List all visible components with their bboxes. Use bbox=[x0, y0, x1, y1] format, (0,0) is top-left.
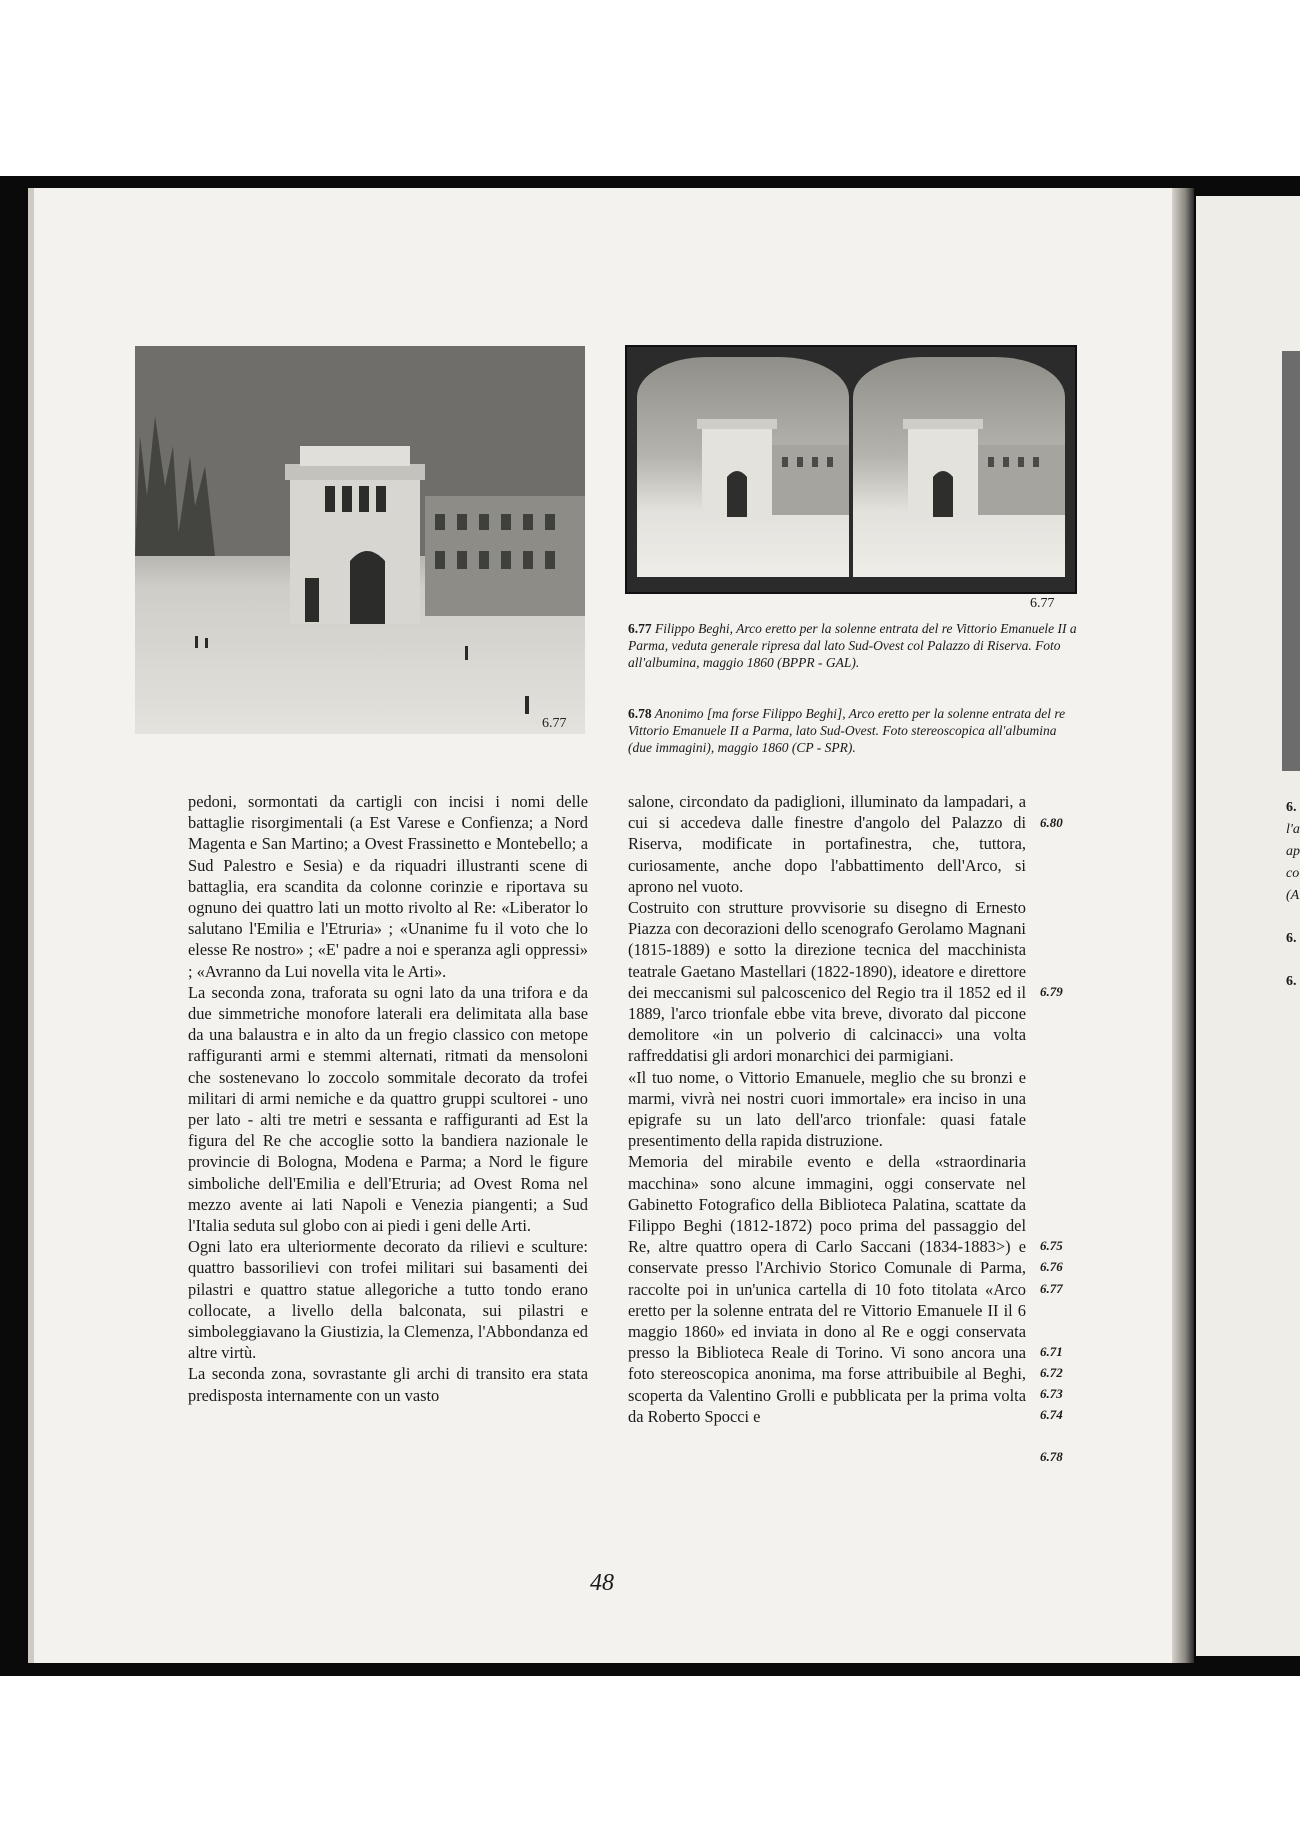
paragraph: La seconda zona, traforata su ogni lato da una trifora e da due simmetriche monofore laterali era delimitata alla base da una balaustra e in alto da un fregio classico con metope raffiguranti armi e stemmi alternati, ritmati da mensoloni che sostenevano lo zoccolo sommitale decorato da trofei militari di armi nemiche e da quattro gruppi scultorei - uno per lato - alti tre metri e sessanta e raffiguranti ad Est la figura del Re che accoglie sotto la bandiera nazionale le provincie di Bologna, Modena e Parma; a Nord le figure simboliche dell'Emilia e dell'Etruria; ad Ovest Roma nel mezzo avente ai lati Napoli e Venezia piangenti; a Sud l'Italia seduta sul globo con ai piedi i geni delle Arti. bbox=[188, 982, 588, 1236]
margin-ref: 6.71 bbox=[1040, 1344, 1063, 1359]
margin-ref: 6.80 bbox=[1040, 815, 1063, 830]
stereo-image-right bbox=[853, 357, 1065, 577]
right-photo-label: 6.77 bbox=[1030, 596, 1055, 611]
page-tab-marker bbox=[1282, 351, 1300, 771]
margin-ref: 6.73 bbox=[1040, 1386, 1063, 1401]
caption-text: Filippo Beghi, Arco eretto per la solenne entrata del re Vittorio Emanuele II a Parma, veduta generale ripresa dal lato Sud-Ovest col Palazzo di Riserva. Foto all'albumina, maggio 1860 (BPPR - GAL). bbox=[628, 621, 1077, 670]
left-photo-label: 6.77 bbox=[542, 716, 567, 731]
paragraph: pedoni, sormontati da cartigli con incisi i nomi delle battaglie risorgimentali (a Est Varese e Confienza; a Nord Magenta e San Martino; a Ovest Frassinetto e Montebello; a Sud Palestro e Sesia) e da riquadri illustranti scene di battaglia, era scandita da colonne corinzie e riportava su ognuno dei quattro lati un motto rivolto al Re: «Liberator lo salutano l'Emilia e l'Etruria» ; «Unanime fu il voto che lo elesse Re nostro» ; «E' padre a noi e speranza agli oppressi» ; «Avranno da Lui novella vita le Arti». bbox=[188, 792, 588, 981]
facing-text-fragment: co bbox=[1286, 866, 1300, 881]
arch-photo-illustration bbox=[135, 346, 585, 734]
photo-arch-sud-ovest bbox=[135, 346, 585, 734]
paragraph: salone, circondato da padiglioni, illuminato da lampadari, a cui si accedeva dalle finestre d'angolo del Palazzo di Riserva, modificate in portafinestra, che, tuttora, curiosamente, anche dopo l'abbattimento dell'Arco, si aprono nel vuoto. bbox=[628, 792, 1026, 896]
paragraph: «Il tuo nome, o Vittorio Emanuele, meglio che su bronzi e marmi, vivrà nei nostri cuori immortale» era inciso in una epigrafe su un lato dell'arco trionfale: quasi fatale presentimento della rapida distruzione. bbox=[628, 1067, 1026, 1151]
facing-page-fragment bbox=[1196, 196, 1300, 1656]
paragraph: Memoria del mirabile evento e della «straordinaria macchina» sono alcune immagini, oggi conservate nel Gabinetto Fotografico della Biblioteca Palatina, scattate da Filippo Beghi (1812-1872) poco prima del passaggio del Re, altre quattro opera di Carlo Saccani (1834-1883>) e conservate presso l'Archivio Storico Comunale di Parma, raccolte poi in un'unica cartella di 10 foto titolata «Arco eretto per la solenne entrata del re Vittorio Emanuele II il 6 maggio 1860» ed inviata in dono al Re e oggi conservata presso la Biblioteca Reale di Torino. Vi sono ancora una foto stereoscopica anonima, ma forse attribuibile al Beghi, scoperta da Valentino Grolli e pubblicata per la prima volta da Roberto Spocci e bbox=[628, 1152, 1026, 1426]
facing-text-fragment: 6. bbox=[1286, 931, 1297, 946]
page-edge bbox=[28, 188, 34, 1663]
text-column-right bbox=[628, 791, 1026, 1427]
paragraph: La seconda zona, sovrastante gli archi di transito era stata predisposta internamente con un vasto bbox=[188, 1364, 588, 1405]
facing-text-fragment: (A bbox=[1286, 888, 1300, 903]
margin-ref: 6.72 bbox=[1040, 1365, 1063, 1380]
facing-text-fragment: 6. bbox=[1286, 974, 1297, 989]
facing-text-fragment: l'a bbox=[1286, 822, 1300, 837]
page-gutter bbox=[1172, 188, 1194, 1663]
facing-text-fragment: ap bbox=[1286, 844, 1300, 859]
margin-ref: 6.79 bbox=[1040, 984, 1063, 999]
facing-text-fragment: 6. bbox=[1286, 800, 1297, 815]
paragraph: Costruito con strutture provvisorie su disegno di Ernesto Piazza con decorazioni dello scenografo Gerolamo Magnani (1815-1889) e sotto la direzione tecnica del macchinista teatrale Gaetano Mastellari (1822-1890), ideatore e direttore dei meccanismi sul palcoscenico del Regio tra il 1852 ed il 1889, l'arco trionfale ebbe vita breve, divorato dal piccone demolitore «in un polverio di calcinacci» una volta raffreddatisi gli ardori monarchici dei parmigiani. bbox=[628, 898, 1026, 1066]
caption-6-77 bbox=[628, 620, 1083, 671]
caption-number: 6.77 bbox=[628, 621, 652, 636]
page-number: 48 bbox=[590, 1570, 614, 1596]
caption-6-78 bbox=[628, 705, 1083, 756]
margin-ref: 6.76 bbox=[1040, 1259, 1063, 1274]
caption-text: Anonimo [ma forse Filippo Beghi], Arco eretto per la solenne entrata del re Vittorio Emanuele II a Parma, lato Sud-Ovest. Foto stereoscopica all'albumina (due immagini), maggio 1860 (CP - SPR). bbox=[628, 706, 1066, 755]
margin-ref: 6.78 bbox=[1040, 1449, 1063, 1464]
paragraph: Ogni lato era ulteriormente decorato da rilievi e sculture: quattro bassorilievi con trofei militari sui basamenti dei pilastri e quattro statue allegoriche a tutto tondo erano collocate, a livello della balconata, sui pilastri e simboleggiavano la Giustizia, la Clemenza, l'Abbondanza ed altre virtù. bbox=[188, 1237, 588, 1363]
text-column-left bbox=[188, 791, 588, 1406]
margin-ref: 6.74 bbox=[1040, 1407, 1063, 1422]
caption-number: 6.78 bbox=[628, 706, 652, 721]
stereo-photo-card bbox=[625, 345, 1077, 594]
margin-ref: 6.77 bbox=[1040, 1281, 1063, 1296]
stereo-image-left bbox=[637, 357, 849, 577]
margin-ref: 6.75 bbox=[1040, 1238, 1063, 1253]
